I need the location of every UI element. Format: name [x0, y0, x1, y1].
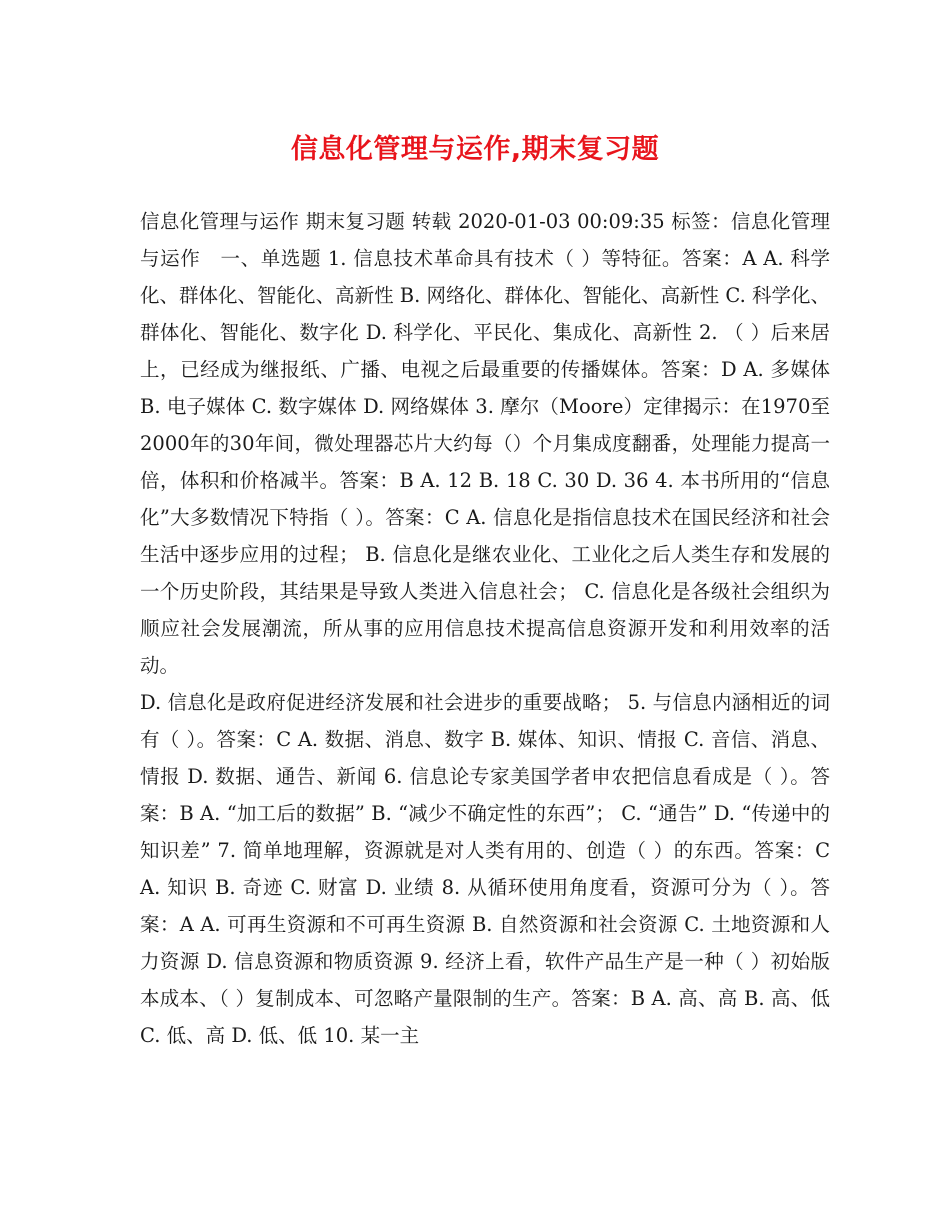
body-paragraph-1: 信息化管理与运作 期末复习题 转载 2020-01-03 00:09:35 标签：信息化管理与运作 一、单选题 1. 信息技术革命具有技术（ ）等特征。答案：A A. 科学化、群体化、智能化、高新性 B. 网络化、群体化、智能化、高新性 C. 科学化、群体化、智能化、数字化 D. 科学化、平民化、集成化、高新性 2. （ ）后来居上，已经成为继报纸、广播、电视之后最重要的传播媒体。答案：D A. 多媒体 B. 电子媒体 C. 数字媒体 D. 网络媒体 3. 摩尔（Moore）定律揭示：在1970至2000年的30年间，微处理器芯片大约每（）个月集成度翻番，处理能力提高一倍，体积和价格减半。答案：B A. 12 B. 18 C. 30 D. 36 4. 本书所用的“信息化”大多数情况下特指（ ）。答案：C A. 信息化是指信息技术在国民经济和社会生活中逐步应用的过程； B. 信息化是继农业化、工业化之后人类生存和发展的一个历史阶段，其结果是导致人类进入信息社会； C. 信息化是各级社会组织为顺应社会发展潮流，所从事的应用信息技术提高信息资源开发和利用效率的活动。 — [140, 210, 830, 677]
document-body — [140, 203, 830, 1054]
body-paragraph-2: D. 信息化是政府促进经济发展和社会进步的重要战略； 5. 与信息内涵相近的词有（ ）。答案：C A. 数据、消息、数字 B. 媒体、知识、情报 C. 音信、消息、情报 D. 数据、通告、新闻 6. 信息论专家美国学者申农把信息看成是（ ）。答案：B A. “加工后的数据” B. “减少不确定性的东西”； C. “通告” D. “传递中的知识差” 7. 简单地理解，资源就是对人类有用的、创造（ ）的东西。答案：C A. 知识 B. 奇迹 C. 财富 D. 业绩 8. 从循环使用角度看，资源可分为（ ）。答案：A A. 可再生资源和不可再生资源 B. 自然资源和社会资源 C. 土地资源和人力资源 D. 信息资源和物质资源 9. 经济上看，软件产品生产是一种（ ）初始版本成本、（ ）复制成本、可忽略产量限制的生产。答案：B A. 高、高 B. 高、低 C. 低、高 D. 低、低 10. 某一主 — [140, 691, 830, 1047]
document-title: 信息化管理与运作,期末复习题 — [290, 134, 660, 165]
